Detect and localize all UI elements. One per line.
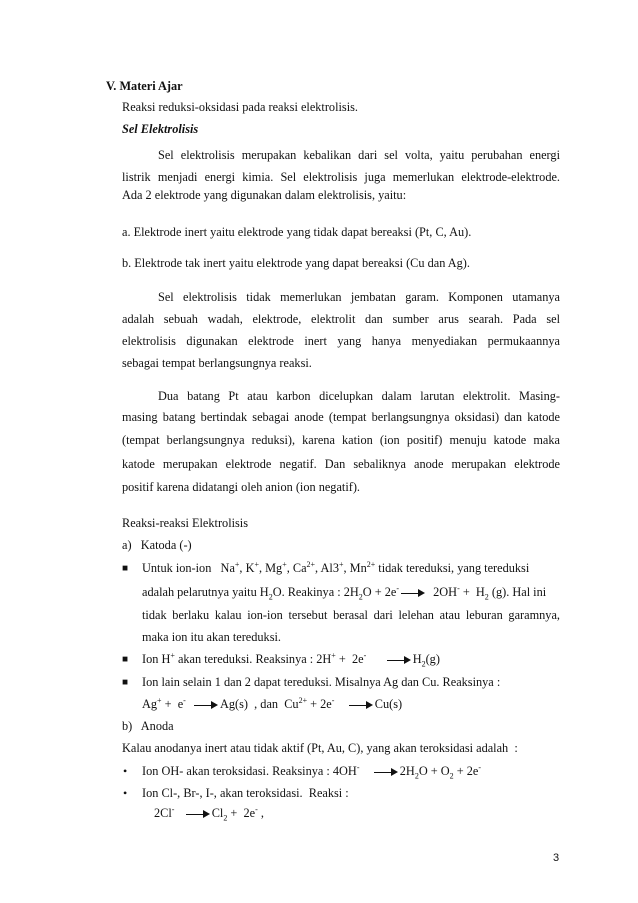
paragraph-2-line-2: adalah sebuah wadah, elektrode, elektrolit dan sumber arus searah. Pada sel — [122, 312, 560, 326]
anode-item-1: Ion OH- akan teroksidasi. Reaksinya : 4OH- $2H_2O + O_2 + 2e^-$ — [142, 762, 482, 781]
intro-line: Reaksi reduksi-oksidasi pada reaksi elektrolisis. — [122, 100, 358, 114]
katoda-label: a) Katoda (-) — [122, 538, 192, 552]
paragraph-3-line-4: katode merupakan elektrode negatif. Dan sebaliknya anode merupakan elektrode — [122, 457, 560, 471]
reaction-arrow-icon — [387, 656, 411, 664]
reactions-title: Reaksi-reaksi Elektrolisis — [122, 516, 249, 530]
cathode-item-3-line-2: Ag+ + e- Ag(s) , dan $Cu^{2+} + 2e^-$ Cu(s) — [142, 695, 403, 711]
paragraph-1-line-3: Ada 2 elektrode yang digunakan dalam elektrolisis, yaitu: — [122, 188, 407, 202]
paragraph-3-line-3: (tempat berlangsungnya reduksi), karena kation (ion positif) menuju katode maka — [122, 433, 560, 447]
cathode-item-1-line-1: Untuk ion-ion Na+, K+, Mg+, $Ca^{2+}$, Al3+, $Mn^{2+}$ tidak tereduksi, yang tereduksi — [142, 559, 530, 575]
cathode-item-1-line-2: adalah pelarutnya yaitu $H_2O$. Reakinya : $2H_2O + 2e^-$ $2OH^- + H_2$ (g). Hal ini — [142, 583, 547, 602]
paragraph-3-line-2: masing batang bertindak sebagai anode (tempat berlangsungnya oksidasi) dan katode — [122, 410, 560, 424]
cathode-item-1-line-4: maka ion itu akan tereduksi. — [142, 630, 281, 644]
reaction-arrow-icon — [374, 768, 398, 776]
cathode-item-1-line-3: tidak berlaku kalau ion-ion tersebut berasal dari lelehan atau leburan garamnya, — [142, 608, 560, 622]
subheading: Sel Elektrolisis — [122, 122, 199, 136]
round-bullet-icon: • — [123, 764, 128, 778]
round-bullet-icon: • — [123, 786, 128, 800]
paragraph-1-line-2: listrik menjadi energi kimia. Sel elektrolisis juga memerlukan elektrode-elektrode. — [122, 170, 560, 184]
reaction-arrow-icon — [194, 701, 218, 709]
anode-item-2-line-1: Ion Cl-, Br-, I-, akan teroksidasi. Reaksi : — [142, 786, 349, 800]
paragraph-1-line-1: Sel elektrolisis merupakan kebalikan dari sel volta, yaitu perubahan energi — [158, 148, 560, 162]
cathode-item-2: Ion H+ akan tereduksi. Reaksinya : 2H+ + 2e- $H_2(g)$ — [142, 650, 440, 669]
paragraph-2-line-3: elektrolisis digunakan elektrode inert yang hanya menyediakan permukaannya — [122, 334, 560, 348]
anoda-intro: Kalau anodanya inert atau tidak aktif (Pt, Au, C), yang akan teroksidasi adalah : — [122, 741, 518, 755]
list-item-b: b. Elektrode tak inert yaitu elektrode yang dapat bereaksi (Cu dan Ag). — [122, 256, 470, 270]
anoda-label: b) Anoda — [122, 719, 174, 733]
paragraph-3-line-1: Dua batang Pt atau karbon dicelupkan dalam larutan elektrolit. Masing- — [158, 389, 560, 403]
section-heading: V. Materi Ajar — [106, 79, 183, 93]
paragraph-2-line-1: Sel elektrolisis tidak memerlukan jembatan garam. Komponen utamanya — [158, 290, 560, 304]
paragraph-2-line-4: sebagai tempat berlangsungnya reaksi. — [122, 356, 312, 370]
reaction-arrow-icon — [186, 810, 210, 818]
page-number: 3 — [553, 852, 560, 864]
square-bullet-icon: ■ — [122, 654, 129, 665]
square-bullet-icon: ■ — [122, 563, 129, 574]
list-item-a: a. Elektrode inert yaitu elektrode yang tidak dapat bereaksi (Pt, C, Au). — [122, 225, 472, 239]
cathode-item-3-line-1: Ion lain selain 1 dan 2 dapat tereduksi. Misalnya Ag dan Cu. Reaksinya : — [142, 675, 501, 689]
square-bullet-icon: ■ — [122, 677, 129, 688]
reaction-arrow-icon — [349, 701, 373, 709]
anode-item-2-line-2: 2Cl- $Cl_2 + 2e^-$ , — [154, 804, 264, 823]
paragraph-3-line-5: positif karena didatangi oleh anion (ion negatif). — [122, 480, 361, 494]
reaction-arrow-icon — [401, 589, 425, 597]
